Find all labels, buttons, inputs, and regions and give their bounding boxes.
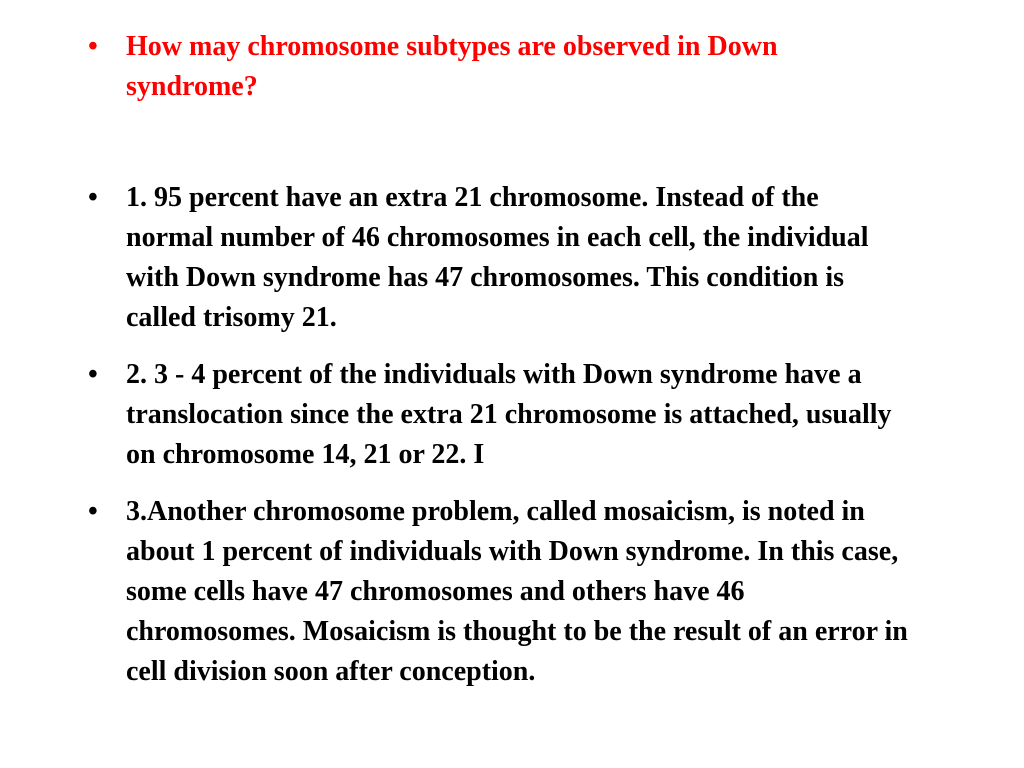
bullet-marker: • [88, 182, 98, 213]
bullet-marker: • [88, 496, 98, 527]
answer-bullet-trisomy [88, 178, 908, 338]
answer-bullet-translocation [88, 355, 908, 475]
bullet-marker: • [88, 31, 98, 62]
answer-text-trisomy: 1. 95 percent have an extra 21 chromosome. Instead of the normal number of 46 chromosomes in each cell, the individual with Down syndrome has 47 chromosomes. This condition is called trisomy 21. [126, 182, 869, 333]
answer-text-mosaicism: 3.Another chromosome problem, called mosaicism, is noted in about 1 percent of individuals with Down syndrome. In this case, some cells have 47 chromosomes and others have 46 chromosomes. Mosaicism is thought to be the result of an error in cell division soon after conception. [126, 496, 908, 687]
answer-text-translocation: 2. 3 - 4 percent of the individuals with Down syndrome have a translocation since the extra 21 chromosome is attached, usually on chromosome 14, 21 or 22. I [126, 359, 892, 470]
answer-bullet-mosaicism [88, 492, 908, 692]
bullet-marker: • [88, 359, 98, 390]
question-bullet [88, 27, 908, 107]
question-text: How may chromosome subtypes are observed in Down syndrome? [126, 31, 778, 102]
